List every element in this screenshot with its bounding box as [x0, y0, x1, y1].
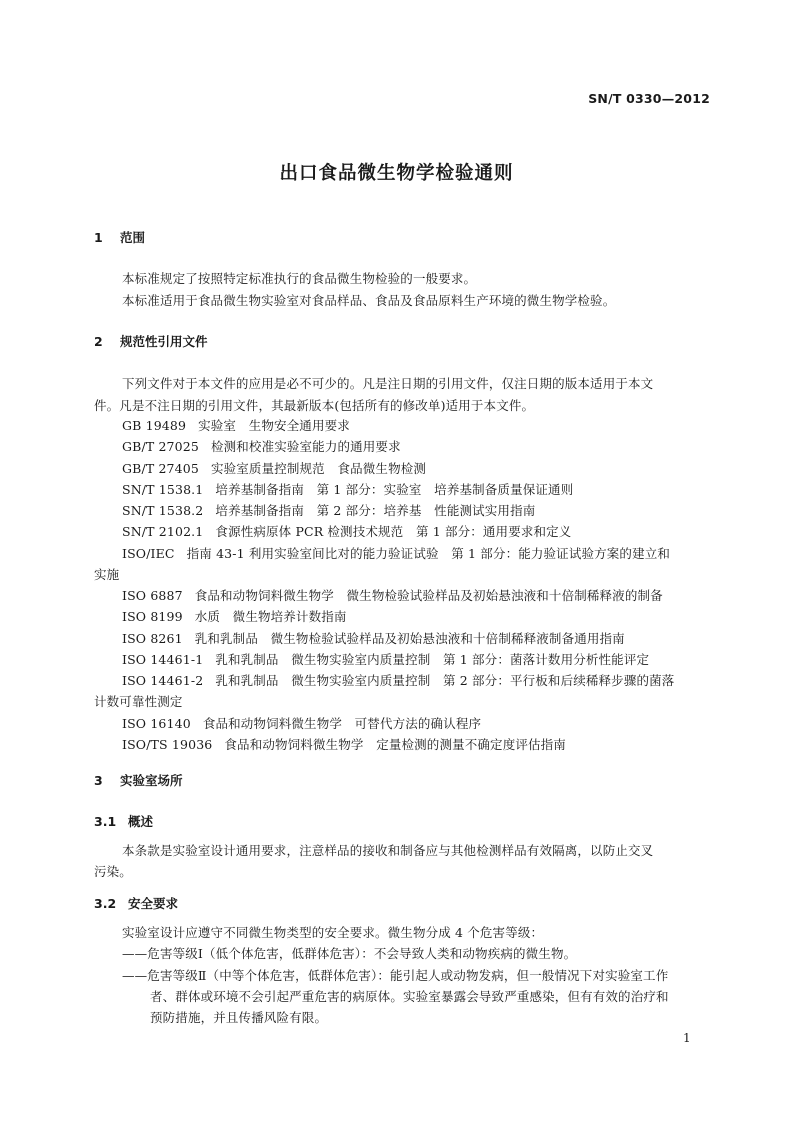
standard-number: SN/T 0330—2012 — [588, 91, 710, 106]
subsection-number: 3.2 — [94, 896, 117, 911]
reference-item — [122, 586, 663, 604]
reference-code: GB/T 27025 — [122, 439, 199, 454]
reference-item — [122, 544, 670, 562]
paragraph-continuation: 污染。 — [94, 864, 132, 879]
reference-item — [122, 714, 481, 732]
reference-item — [122, 735, 566, 753]
reference-title: 培养基制备指南 第 1 部分：实验室 培养基制备质量保证通则 — [215, 482, 574, 497]
reference-code: ISO 8261 — [122, 631, 183, 646]
reference-title: 食品和动物饲料微生物学 微生物检验试验样品及初始悬浊液和十倍制稀释液的制备 — [194, 588, 663, 603]
reference-code: ISO 14461-2 — [122, 673, 204, 688]
reference-title: 培养基制备指南 第 2 部分：培养基 性能测试实用指南 — [215, 503, 536, 518]
subsection-title: 安全要求 — [128, 896, 179, 911]
reference-title: 乳和乳制品 微生物检验试验样品及初始悬浊液和十倍制稀释液制备通用指南 — [194, 631, 625, 646]
reference-code: ISO 8199 — [122, 609, 183, 624]
reference-code: SN/T 1538.1 — [122, 482, 204, 497]
reference-code: ISO 6887 — [122, 588, 183, 603]
section-3-heading — [94, 771, 183, 789]
reference-code: ISO 14461-1 — [122, 652, 204, 667]
paragraph-continuation: 件。凡是不注日期的引用文件，其最新版本(包括所有的修改单)适用于本文件。 — [94, 398, 535, 413]
paragraph: 本条款是实验室设计通用要求，注意样品的接收和制备应与其他检测样品有效隔离，以防止交叉 — [122, 843, 654, 858]
reference-title: 乳和乳制品 微生物实验室内质量控制 第 2 部分：平行板和后续稀释步骤的菌落 — [215, 673, 675, 688]
reference-code: GB 19489 — [122, 418, 187, 433]
reference-continuation: 实施 — [94, 567, 120, 582]
subsection-3-1-heading — [94, 812, 153, 830]
paragraph: 下列文件对于本文件的应用是必不可少的。凡是注日期的引用文件，仅注日期的版本适用于本文 — [122, 376, 654, 391]
reference-title: 乳和乳制品 微生物实验室内质量控制 第 1 部分：菌落计数用分析性能评定 — [215, 652, 650, 667]
reference-item — [122, 607, 347, 625]
reference-code: ISO/IEC — [122, 546, 175, 561]
reference-item — [122, 671, 674, 689]
reference-item — [122, 437, 401, 455]
reference-code: SN/T 1538.2 — [122, 503, 204, 518]
reference-title: 食源性病原体 PCR 检测技术规范 第 1 部分：通用要求和定义 — [215, 524, 572, 539]
subsection-number: 3.1 — [94, 814, 117, 829]
reference-title: 指南 43-1 利用实验室间比对的能力验证试验 第 1 部分：能力验证试验方案的建立和 — [186, 546, 671, 561]
reference-title: 食品和动物饲料微生物学 定量检测的测量不确定度评估指南 — [224, 737, 566, 752]
page-number: 1 — [683, 1031, 691, 1045]
reference-item — [122, 522, 571, 540]
reference-continuation: 计数可靠性测定 — [94, 694, 183, 709]
section-number: 3 — [94, 773, 103, 788]
reference-code: SN/T 2102.1 — [122, 524, 204, 539]
section-2-heading — [94, 332, 208, 350]
reference-item — [122, 629, 625, 647]
document-title: 出口食品微生物学检验通则 — [279, 163, 514, 184]
reference-code: ISO/TS 19036 — [122, 737, 213, 752]
paragraph: 本标准适用于食品微生物实验室对食品样品、食品及食品原料生产环境的微生物学检验。 — [122, 293, 616, 308]
hazard-list-item: ——危害等级Ⅰ（低个体危害，低群体危害）：不会导致人类和动物疾病的微生物。 — [122, 946, 577, 961]
paragraph: 本标准规定了按照特定标准执行的食品微生物检验的一般要求。 — [122, 271, 477, 286]
paragraph: 实验室设计应遵守不同微生物类型的安全要求。微生物分成 4 个危害等级： — [122, 925, 544, 940]
reference-item — [122, 459, 426, 477]
section-1-heading — [94, 228, 145, 246]
reference-title: 实验室质量控制规范 食品微生物检测 — [210, 461, 427, 476]
reference-title: 实验室 生物安全通用要求 — [198, 418, 350, 433]
hazard-list-item-continuation: 者、群体或环境不会引起严重危害的病原体。实验室暴露会导致严重感染，但有有效的治疗和 — [150, 989, 669, 1004]
reference-item — [122, 650, 649, 668]
hazard-list-item: ——危害等级Ⅱ（中等个体危害，低群体危害）：能引起人或动物发病，但一般情况下对实验室工作 — [122, 968, 669, 983]
reference-title: 食品和动物饲料微生物学 可替代方法的确认程序 — [202, 716, 482, 731]
section-title: 规范性引用文件 — [120, 334, 208, 349]
subsection-title: 概述 — [128, 814, 154, 829]
section-number: 2 — [94, 334, 103, 349]
reference-title: 水质 微生物培养计数指南 — [194, 609, 347, 624]
hazard-list-item-continuation: 预防措施，并且传播风险有限。 — [150, 1010, 328, 1025]
section-number: 1 — [94, 230, 103, 245]
reference-item — [122, 480, 573, 498]
reference-item — [122, 501, 535, 519]
reference-title: 检测和校准实验室能力的通用要求 — [210, 439, 401, 454]
reference-item — [122, 416, 350, 434]
section-title: 实验室场所 — [120, 773, 183, 788]
reference-code: GB/T 27405 — [122, 461, 199, 476]
subsection-3-2-heading — [94, 894, 178, 912]
reference-code: ISO 16140 — [122, 716, 191, 731]
section-title: 范围 — [120, 230, 146, 245]
